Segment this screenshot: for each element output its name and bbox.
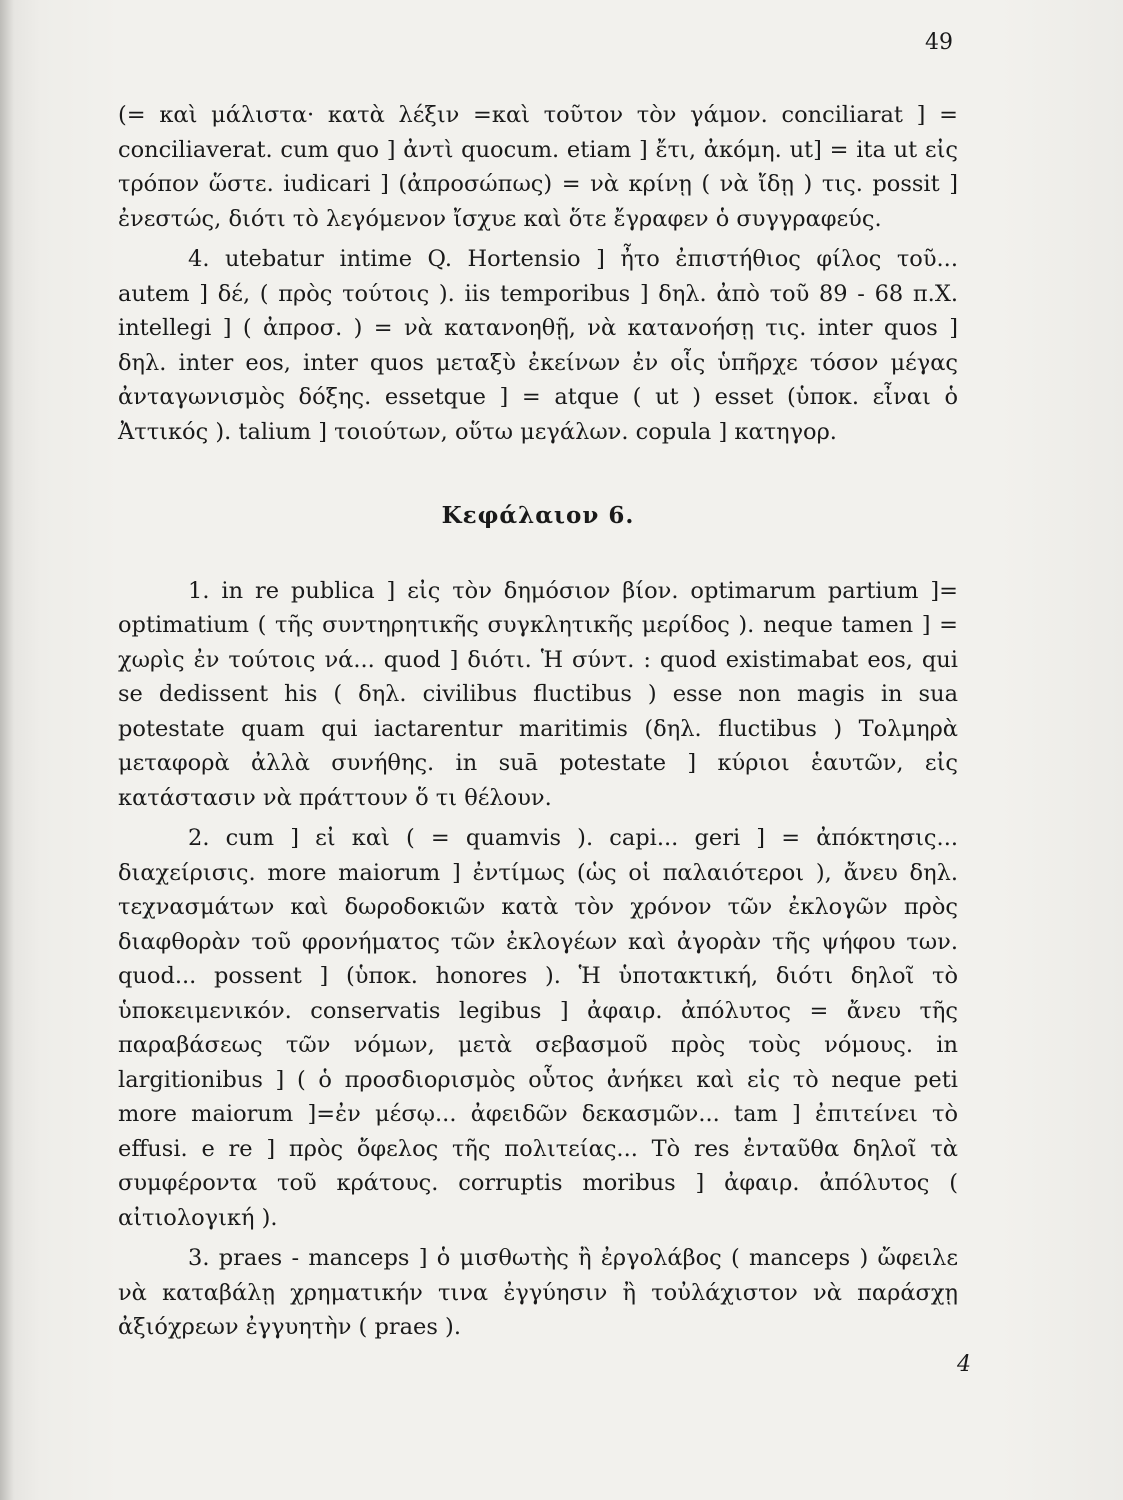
paragraph-note-4: 4. utebatur intime Q. Hortensio ] ἦτο ἐπιστήθιος φίλος τοῦ... autem ] δέ, ( πρὸς τούτοις ). iis temporibus ] δηλ. ἀπὸ τοῦ 89 - 68 π.Χ. intellegi ] ( ἀπροσ. ) = νὰ κατανοηθῇ, νὰ κατανοήσῃ τις. inter quos ] δηλ. inter eos, inter quos μεταξὺ ἐκείνων ἐν οἷς ὑπῆρχε τόσον μέγας ἀνταγωνισμὸς δόξης. essetque ] = atque ( ut ) esset (ὑποκ. εἶναι ὁ Ἀττικός ). talium ] τοιούτων, οὕτω μεγάλων. copula ] κατηγορ. bbox=[118, 246, 958, 445]
paragraph-note-1: 1. in re publica ] εἰς τὸν δημόσιον βίον. optimarum partium ]= optimatium ( τῆς συντηρητικῆς συγκλητικῆς μερίδος ). neque tamen ] = χωρὶς ἐν τούτοις νά... quod ] διότι. Ἡ σύντ. : quod existimabat eos, qui se dedissent his ( δηλ. civilibus fluctibus ) esse non magis in sua potestate quam qui iactarentur maritimis (δηλ. fluctibus ) Τολμηρὰ μεταφορὰ ἀλλὰ συνήθης. in suā potestate ] κύριοι ἑαυτῶν, εἰς κατάστασιν νὰ πράττουν ὅ τι θέλουν. bbox=[118, 577, 958, 811]
paragraph-note-3: 3. praes - manceps ] ὁ μισθωτὴς ἢ ἐργολάβος ( manceps ) ὤφειλε νὰ καταβάλῃ χρηματικήν τινα ἐγγύησιν ἢ τοὐλάχιστον νὰ παράσχῃ ἀξιόχρεων ἐγγυητὴν ( praes ). bbox=[118, 1245, 958, 1340]
paragraph-continuation: (= καὶ μάλιστα· κατὰ λέξιν =καὶ τοῦτον τὸν γάμον. conciliarat ] = conciliaverat. cum quo ] ἀντὶ quocum. etiam ] ἔτι, ἀκόμη. ut] = ita ut εἰς τρόπον ὥστε. iudicari ] (ἀπροσώπως) = νὰ κρίνῃ ( νὰ ἴδῃ ) τις. possit ] ἐνεστώς, διότι τὸ λεγόμενον ἴσχυε καὶ ὅτε ἔγραφεν ὁ συγγραφεύς. bbox=[118, 102, 958, 232]
page-body bbox=[118, 98, 958, 1345]
chapter-heading: Κεφάλαιον 6. bbox=[441, 502, 635, 529]
page-number: 49 bbox=[925, 30, 953, 55]
paragraph-note-2: 2. cum ] εἰ καὶ ( = quamvis ). capi... geri ] = ἀπόκτησις... διαχείρισις. more maiorum ] ἐντίμως (ὡς οἱ παλαιότεροι ), ἄνευ δηλ. τεχνασμάτων καὶ δωροδοκιῶν κατὰ τὸν χρόνον τῶν ἐκλογῶν πρὸς διαφθορὰν τοῦ φρονήματος τῶν ἐκλογέων καὶ ἀγορὰν τῆς ψήφου των. quod... possent ] (ὑποκ. honores ). Ἡ ὑποτακτική, διότι δηλοῖ τὸ ὑποκειμενικόν. conservatis legibus ] ἀφαιρ. ἀπόλυτος = ἄνευ τῆς παραβάσεως τῶν νόμων, μετὰ σεβασμοῦ πρὸς τοὺς νόμους. in largitionibus ] ( ὁ προσδιορισμὸς οὗτος ἀνήκει καὶ εἰς τὸ neque peti more maiorum ]=ἐν μέσῳ... ἀφειδῶν δεκασμῶν... tam ] ἐπιτείνει τὸ effusi. e re ] πρὸς ὄφελος τῆς πολιτείας... Τὸ res ἐνταῦθα δηλοῖ τὰ συμφέροντα τοῦ κράτους. corruptis moribus ] ἀφαιρ. ἀπόλυτος ( αἰτιολογική ). bbox=[118, 825, 958, 1231]
signature-mark: 4 bbox=[957, 1352, 971, 1377]
